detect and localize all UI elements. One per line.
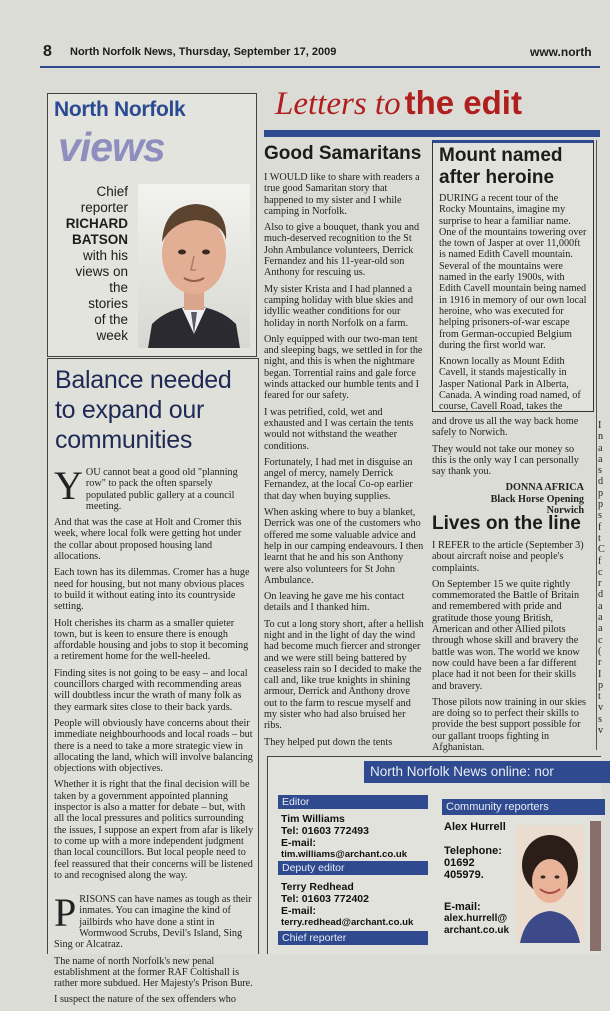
headline-line: communities [55, 426, 193, 454]
mount-named-letter [432, 140, 594, 412]
caption-line: with his [82, 248, 128, 263]
good-samaritans-letter [264, 140, 424, 748]
edge-letter: r [598, 657, 602, 669]
edge-letter: p [598, 499, 604, 511]
deputy-details [281, 881, 431, 929]
edge-column-rule [596, 140, 597, 750]
balance-headline [55, 365, 255, 455]
edge-letter: s [598, 465, 602, 477]
reporter-photo [138, 184, 250, 348]
paragraph: Those pilots now training in our skies are doing so to perfect their skills to provide the best support possible for our gallant troops fighting in Afghanistan. [432, 696, 586, 754]
paragraph: My sister Krista and I had planned a camping holiday with blue skies and idyllic weather conditions for our holiday in north Norfolk on a farm. [264, 283, 414, 329]
edge-letter: a [598, 623, 603, 635]
reporter-email-label: E-mail: [444, 901, 481, 913]
letters-rule [264, 130, 600, 137]
letters-header [275, 84, 600, 128]
deputy-tel: Tel: 01603 772402 [281, 893, 369, 905]
paragraph: Known locally as Mount Edith Cavell, it stands majestically in Jasper National Park in Alberta, Canada. A winding road named, of course, Cavell Road, takes the [439, 356, 581, 413]
letters-header-word1: Letters to [275, 86, 401, 122]
views-caption [52, 184, 128, 344]
caption-line: RICHARD [65, 216, 128, 231]
edge-letter: d [598, 476, 604, 488]
telephone-line2: 405979. [444, 869, 484, 881]
online-banner-text: North Norfolk News online: nor [370, 764, 554, 779]
mount-headline [433, 143, 593, 189]
dropcap-y: Y [54, 463, 83, 508]
paragraph: Fortunately, I had met in disguise an angel of mercy, namely Derrick Fernandez, at the local Co-op earlier that day when buying supplies. [264, 456, 413, 502]
caption-line: week [96, 328, 128, 343]
mount-body [433, 189, 593, 413]
paper-date-line: North Norfolk News, Thursday, September 17, 2009 [70, 46, 337, 58]
deputy-email: terry.redhead@archant.co.uk [281, 917, 414, 928]
headline-line: after heroine [439, 167, 555, 188]
edge-letter: a [598, 453, 603, 465]
edge-letter: t [598, 691, 601, 703]
telephone-label: Telephone: [444, 845, 502, 857]
headline-line: Mount named [439, 145, 563, 166]
edge-letter: s [598, 713, 602, 725]
headline-line: Balance needed [55, 366, 232, 394]
contacts-box [267, 756, 601, 954]
editor-email: tim.williams@archant.co.uk [281, 849, 408, 860]
paragraph: I was petrified, cold, wet and exhausted and I was certain the tents would not withstand the weather conditions. [264, 406, 414, 452]
reporter-details [444, 821, 524, 937]
paragraph: People will obviously have concerns about their immediate neighbourhoods and local roads – but there is a need to take a more strategic view in allocating the land, which will involve balancing objections with objectives. [54, 717, 253, 775]
edge-letter: ( [598, 645, 602, 657]
page-number: 8 [43, 43, 52, 60]
lives-body [432, 540, 592, 753]
deputy-label: Deputy editor [282, 862, 345, 874]
edge-letter: a [598, 612, 603, 624]
signature-name: DONNA AFRICA [505, 482, 584, 494]
edge-letter: f [598, 521, 602, 533]
edge-letter: C [598, 544, 605, 556]
edge-letter: a [598, 600, 603, 612]
views-title-line1: North Norfolk [54, 98, 186, 121]
reporter-email-line2: archant.co.uk [444, 925, 510, 936]
paragraph: Finding sites is not going to be easy – and local councillors charged with recommending areas will doubtless incur the wrath of many folk as they earmark sites close to their back yards. [54, 667, 248, 713]
paragraph: The name of north Norfolk's new penal establishment at the former RAF Coltishall is rather more subdued. Her Majesty's Prison Bure. [54, 955, 253, 990]
balance-article [47, 358, 259, 1006]
masthead-rule [40, 66, 600, 68]
paragraph: Whether it is right that the final decision will be taken by a government appointed planning inspector is also a matter for debate – but, with all the local pressures and politics surrounding the issues, I suppose an expert from afar is likely to come up with a more independent judgment than local councillors. But local people need to feel reassured that their concerns will be listened to and recognised along the way. [54, 779, 254, 881]
paragraph: And that was the case at Holt and Cromer this week, where local folk were getting hot under the collar about proposed housing land allocations. [54, 517, 242, 563]
edge-letter: p [598, 487, 604, 499]
caption-line: views on [75, 264, 128, 279]
caption-line: BATSON [72, 232, 128, 247]
headline-line: to expand our [55, 396, 204, 424]
website-url: www.north [530, 45, 592, 59]
paragraph: They helped put down the tents [264, 736, 393, 748]
deputy-email-label: E-mail: [281, 905, 317, 917]
paragraph: When asking where to buy a blanket, Derrick was one of the customers who offered me some valuable advice and help in our camping endeavours. I then learnt that he and his son Anthony were also volunteers for St John Ambulance. [264, 507, 424, 586]
balance-body [54, 463, 254, 1011]
edge-letter: v [598, 702, 604, 714]
community-reporter-portrait-icon [516, 825, 584, 943]
paragraph: They would not take our money so this is the only way I can personally say thank you. [432, 443, 579, 478]
paragraph: DURING a recent tour of the Rocky Mountains, imagine my surprise to hear a familiar name. One of the mountains towering over the town of Jasper at over 11,000ft is named Edith Cavell mountain. Several of the mountains were named in the early 1900s, with Edith Cavell mountain being named in 1916 in memory of our own local heroine, who was executed for helping prisoners-of-war escape from German-occupied Belgium during the first world war. [439, 193, 587, 351]
paragraph: I suspect the nature of the sex offenders who [54, 994, 236, 1006]
editor-email-label: E-mail: [281, 837, 317, 849]
edge-letter: p [598, 679, 604, 691]
paragraph: On September 15 we quite rightly commemorated the Battle of Britain and remembered with pride and gratitude those young British, American and other Allied pilots through whose skill and bravery the battle was won. The world we know now could have been a far different place had it not been for their skills and bravery. [432, 578, 580, 692]
caption-line: of the [94, 312, 128, 327]
lives-headline: Lives on the line [432, 513, 581, 534]
right-edge-strip [590, 821, 601, 951]
good-samaritans-body [264, 172, 424, 748]
reporter-photo-small [516, 825, 584, 943]
edge-letter: a [598, 442, 603, 454]
views-box [47, 93, 257, 357]
paragraph: On leaving he gave me his contact details and I thanked him. [264, 591, 405, 614]
editor-label: Editor [282, 796, 310, 808]
second-first-paragraph: RISONS can have names as tough as their inmates. You can imagine the kind of jailbirds who have done a stint in Wormwood Scrubs, Devil's Island, Sing Sing or Alcatraz. [54, 894, 252, 951]
edge-letter: r [598, 578, 602, 590]
editor-details [281, 813, 431, 861]
edge-letter: v [598, 725, 604, 737]
caption-line: the [109, 280, 128, 295]
good-samaritans-headline: Good Samaritans [264, 143, 422, 164]
caption-line: reporter [80, 200, 128, 215]
paragraph: Holt cherishes its charm as a smaller quieter town, but is keen to ensure there is enough affordable housing and jobs to stop it becoming a retirement home for the well-heeled. [54, 617, 249, 663]
paragraph: Also to give a bouquet, thank you and much-deserved recognition to the St John Ambulance volunteers, Derrick Fernandez and his 11-year-old son Anthony for rescuing us. [264, 222, 420, 279]
edge-letter: f [598, 555, 602, 567]
edge-letter: n [598, 431, 604, 443]
chief-label: Chief reporter [282, 932, 347, 944]
reporter-name: Alex Hurrell [444, 821, 506, 833]
reporter-email-line1: alex.hurrell@ [444, 913, 508, 924]
editor-label-bar [278, 795, 428, 809]
edge-letter: c [598, 634, 603, 646]
views-title-line2: views [58, 124, 165, 170]
chief-label-bar [278, 931, 428, 945]
letters-header-word2: the edit [404, 84, 522, 121]
edge-letter: I [598, 420, 602, 431]
paragraph: I REFER to the article (September 3) about aircraft noise and people's complaints. [432, 540, 584, 574]
paragraph: Only equipped with our two-man tent and sleeping bags, we settled in for the night, and this is when the nightmare began. Torrential rains and gale force winds attacked our humble tents and I feared for our safety. [264, 333, 423, 402]
edge-letter: c [598, 566, 603, 578]
first-paragraph: OU cannot beat a good old "planning row" to pack the often sparsely populated public gallery at a council meeting. [85, 467, 238, 512]
editor-tel: Tel: 01603 772493 [281, 825, 369, 837]
signature-town: Norwich [546, 505, 584, 517]
deputy-label-bar [278, 861, 428, 875]
edge-letter: t [598, 532, 601, 544]
edge-letter: d [598, 589, 604, 601]
community-label-bar [442, 799, 605, 815]
dropcap-p: P [54, 890, 77, 936]
caption-line: stories [88, 296, 128, 311]
deputy-name: Terry Redhead [281, 881, 354, 893]
lives-on-line-letter [432, 512, 592, 754]
edge-letter: I [598, 668, 602, 680]
masthead [0, 40, 600, 64]
edge-column [598, 420, 606, 736]
editor-name: Tim Williams [281, 813, 345, 825]
paragraph: To cut a long story short, after a hellish night and in the light of day the wind had become much fiercer and stronger and we were still being battered by ceaseless rain so I decided to make the call and, like true knights in shining armour, Derrick and Anthony drove out to the farm to rescue myself and my sister who had also bruised her ribs. [264, 618, 424, 732]
telephone-line1: 01692 [444, 857, 475, 869]
edge-letter: s [598, 510, 602, 522]
samaritans-continued [432, 416, 584, 516]
caption-line: Chief [96, 184, 128, 199]
reporter-portrait-icon [138, 184, 250, 348]
paragraph: I WOULD like to share with readers a true good Samaritan story that happened to my sister and I while camping in Norfolk. [264, 172, 420, 217]
paragraph: and drove us all the way back home safely to Norwich. [432, 416, 579, 439]
community-label: Community reporters [446, 801, 549, 813]
signature-address: Black Horse Opening [490, 493, 584, 505]
paragraph: Each town has its dilemmas. Cromer has a huge need for housing, but not many obvious places to build it without eating into its countryside setting. [54, 567, 250, 613]
online-banner [364, 761, 610, 783]
